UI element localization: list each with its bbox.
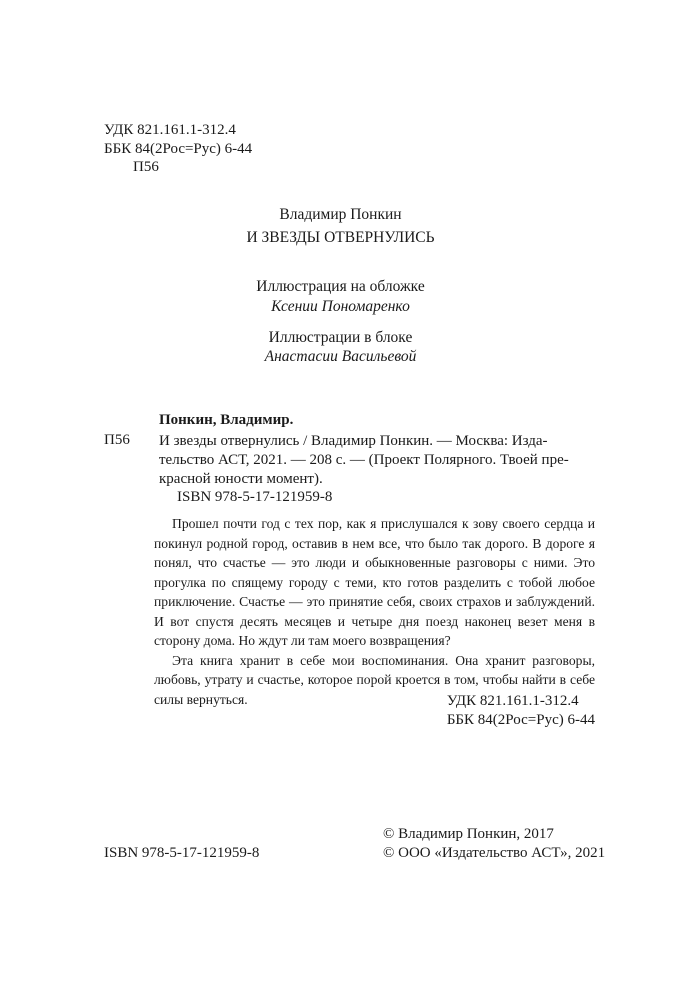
book-author: Владимир Понкин bbox=[279, 206, 402, 223]
classification-bottom bbox=[447, 692, 595, 730]
inner-illustration-label: Иллюстрации в блоке bbox=[268, 329, 413, 346]
udk-code-top: УДК 821.161.1-312.4 bbox=[104, 122, 236, 138]
bbk-code-top: ББК 84(2Рос=Рус) 6-44 bbox=[104, 141, 253, 157]
catalog-description-line: тельство АСТ, 2021. — 208 с. — (Проект Полярного. Твоей пре- bbox=[159, 451, 569, 468]
cover-illustration-label: Иллюстрация на обложке bbox=[256, 278, 425, 295]
catalog-mark: П56 bbox=[104, 432, 130, 448]
catalog-description-line: красной юности момент). bbox=[159, 470, 323, 487]
catalog-description-line: И звезды отвернулись / Владимир Понкин. — Москва: Изда- bbox=[159, 433, 548, 449]
cover-illustrator: Ксении Пономаренко bbox=[271, 298, 410, 315]
bbk-code-bottom: ББК 84(2Рос=Рус) 6-44 bbox=[446, 712, 595, 728]
copyright-author: © Владимир Понкин, 2017 bbox=[383, 826, 554, 842]
inner-illustrator: Анастасии Васильевой bbox=[264, 348, 417, 365]
annotation-paragraph: Прошел почти год с тех пор, как я прислушался к зову своего сердца и покинул родной город, оставив в нем все, что было так дорого. В дороге я понял, что счастье — это люди и обыкновенные разговоры с ними. Это прогулка по спящему городу с теми, кто готов разделить с тобой любое приключение. Счастье — это принятие себя, своих страхов и заблуждений. И вот спустя десять месяцев и четыре дня поезд наконец везет меня в сторону дома. Но ждут ли там моего возвращения? bbox=[154, 516, 595, 648]
footer-isbn: ISBN 978-5-17-121959-8 bbox=[104, 845, 260, 861]
author-mark-top: П56 bbox=[133, 159, 159, 175]
annotation bbox=[154, 514, 595, 709]
copyright-publisher: © ООО «Издательство АСТ», 2021 bbox=[383, 845, 606, 861]
book-title: И ЗВЕЗДЫ ОТВЕРНУЛИСЬ bbox=[246, 229, 435, 246]
catalog-isbn: ISBN 978-5-17-121959-8 bbox=[177, 489, 333, 505]
catalog-heading: Понкин, Владимир. bbox=[159, 412, 294, 428]
annotation-paragraph: Эта книга хранит в себе мои воспоминания. Она хранит разговоры, любовь, утрату и счастье, которое порой кроется в том, чтобы найти в себе силы вернуться. bbox=[154, 652, 595, 707]
udk-code-bottom: УДК 821.161.1-312.4 bbox=[446, 693, 579, 709]
